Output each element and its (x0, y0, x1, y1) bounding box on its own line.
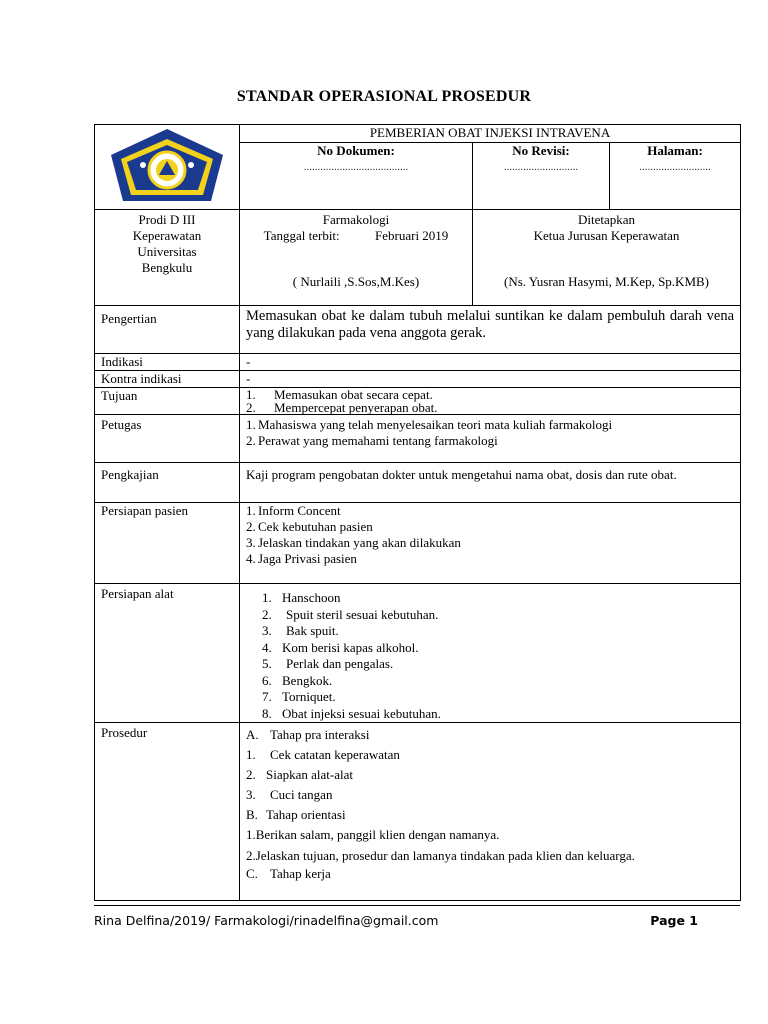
date-label: Tanggal terbit: (263, 228, 340, 243)
list-item: 3. Cuci tangan (246, 787, 333, 802)
list-item: 6. Bengkok. (262, 672, 333, 688)
list-item: 1. Inform Concent (246, 503, 341, 518)
logo-cell (95, 125, 240, 210)
sop-table (94, 124, 741, 901)
prosedur-label: Prosedur (95, 723, 240, 901)
list-item: 2. Mempercepat penyerapan obat. (246, 400, 438, 415)
list-item: 4. Jaga Privasi pasien (246, 551, 357, 566)
list-item: 1. Berikan salam, panggil klien dengan namanya. (246, 827, 500, 842)
list-item: 1. Cek catatan keperawatan (246, 747, 400, 762)
tujuan-label: Tujuan (95, 388, 240, 415)
list-item: A. Tahap pra interaksi (246, 727, 370, 742)
list-item: B. Tahap orientasi (246, 807, 346, 822)
list-item: 3. Bak spuit. (262, 623, 339, 638)
procedure-title: PEMBERIAN OBAT INJEKSI INTRAVENA (240, 125, 741, 143)
list-item: 2. Siapkan alat-alat (246, 767, 353, 782)
list-item: 1. Memasukan obat secara cepat. (246, 387, 433, 402)
list-item: 2. Jelaskan tujuan, prosedur dan lamanya tindakan pada klien dan keluarga. (246, 848, 635, 863)
kontra-text: - (240, 371, 741, 388)
university-logo (103, 125, 231, 205)
date-value: Februari 2019 (375, 228, 449, 243)
persiapan-alat-label: Persiapan alat (95, 584, 240, 723)
approver: (Ns. Yusran Hasymi, M.Kep, Sp.KMB) (504, 274, 710, 289)
no-dokumen-label: No Dokumen: (317, 142, 395, 158)
halaman-label: Halaman: (647, 142, 703, 158)
indikasi-label: Indikasi (95, 354, 240, 371)
pengertian-label: Pengertian (95, 306, 240, 354)
subject: Farmakologi (322, 212, 390, 227)
list-item: 2. Perawat yang memahami tentang farmakologi (246, 433, 498, 448)
page-title: STANDAR OPERASIONAL PROSEDUR (236, 88, 532, 105)
indikasi-text: - (240, 354, 741, 371)
kontra-label: Kontra indikasi (95, 371, 240, 388)
no-revisi-value: ........................... (503, 160, 579, 173)
page-number: Page 1 (650, 913, 698, 928)
list-item: C. Tahap kerja (246, 866, 331, 881)
list-item: 5. Perlak dan pengalas. (262, 656, 394, 671)
institution-line-3: Universitas (137, 244, 197, 259)
persiapan-pasien-label: Persiapan pasien (95, 503, 240, 584)
list-item: 4. Kom berisi kapas alkohol. (262, 639, 419, 655)
list-item: 1. Mahasiswa yang telah menyelesaikan teori mata kuliah farmakologi (246, 417, 613, 432)
author: ( Nurlaili ,S.Sos,M.Kes) (292, 274, 420, 289)
list-item: 8. Obat injeksi sesuai kebutuhan. (262, 705, 441, 721)
institution-line-2: Keperawatan (132, 228, 202, 243)
petugas-label: Petugas (95, 415, 240, 463)
pengkajian-label: Pengkajian (95, 463, 240, 503)
pengertian-text: Memasukan obat ke dalam tubuh melalui suntikan ke dalam pembuluh darah vena yang dilakukan pada vena anggota gerak. (240, 306, 741, 354)
list-item: 7. Torniquet. (262, 689, 336, 704)
institution-line-1: Prodi D III (138, 212, 196, 227)
pengkajian-text: Kaji program pengobatan dokter untuk mengetahui nama obat, dosis dan rute obat. (240, 463, 741, 503)
list-item: 3. Jelaskan tindakan yang akan dilakukan (246, 535, 461, 550)
list-item: 2. Cek kebutuhan pasien (246, 519, 373, 534)
footer-rule (94, 905, 740, 906)
approved-role: Ketua Jurusan Keperawatan (533, 228, 680, 243)
halaman-value: .......................... (639, 160, 711, 173)
approved-label: Ditetapkan (577, 212, 636, 227)
list-item: 2. Spuit steril sesuai kebutuhan. (262, 606, 439, 622)
footer-author: Rina Delfina/2019/ Farmakologi/rinadelfina@gmail.com (94, 913, 439, 928)
institution-line-4: Bengkulu (141, 260, 193, 275)
no-dokumen-value: ...................................... (303, 160, 409, 173)
list-item: 1. Hanschoon (262, 590, 341, 605)
no-revisi-label: No Revisi: (512, 142, 570, 158)
